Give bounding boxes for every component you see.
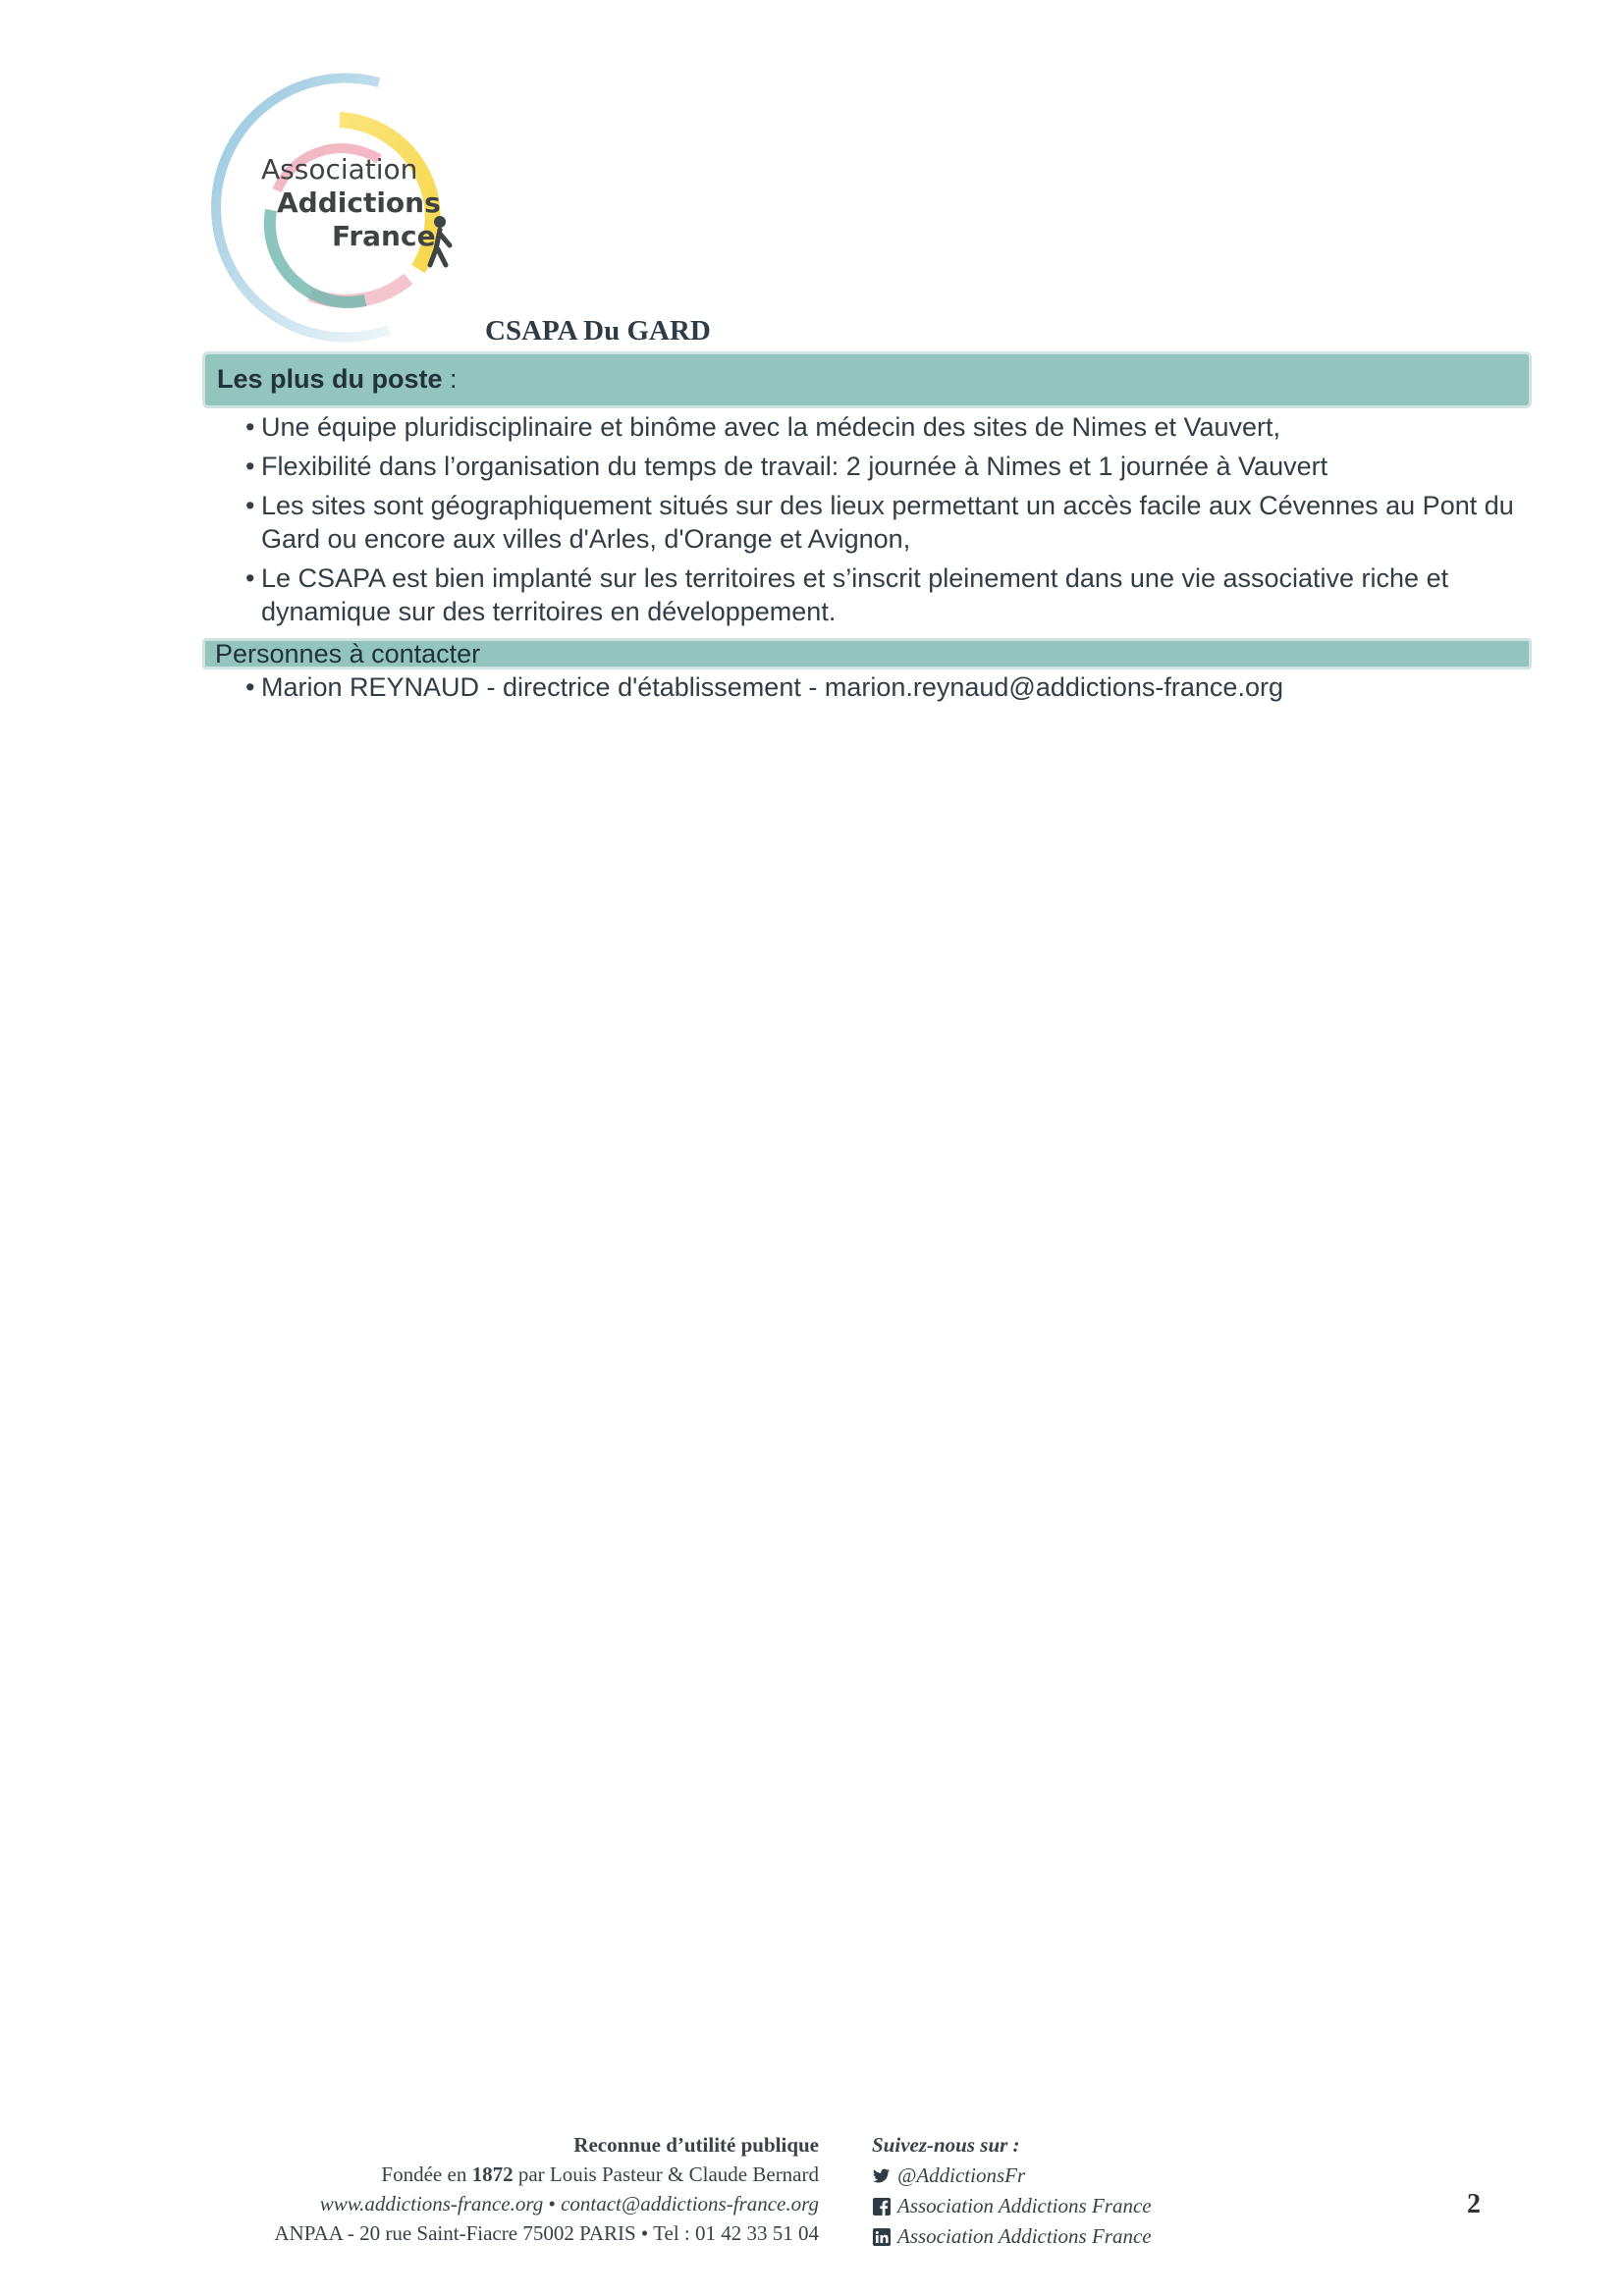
linkedin-link[interactable]: Association Addictions France [872, 2221, 1265, 2252]
section-title-suffix: : [442, 364, 458, 394]
twitter-icon [872, 2166, 892, 2186]
list-item: • Une équipe pluridisciplinaire et binôme avec la médecin des sites de Nimes et Vauvert, [245, 412, 1281, 442]
footer-recognition: Reconnue d’utilité publique [573, 2133, 819, 2157]
section-header-contact: Personnes à contacter [202, 638, 1532, 669]
list-item: • Le CSAPA est bien implanté sur les territoires et s’inscrit pleinement dans une vie associative riche et dynamique sur des territoires en développement. [245, 563, 1449, 626]
site-title: CSAPA Du GARD [485, 315, 711, 347]
logo-text-line2: Addictions [277, 187, 441, 219]
follow-title: Suivez-nous sur : [872, 2133, 1020, 2157]
footer-address: ANPAA - 20 rue Saint-Fiacre 75002 PARIS • Tel : 01 42 33 51 04 [274, 2221, 819, 2245]
page-number: 2 [1467, 2189, 1481, 2219]
email-link[interactable]: contact@addictions-france.org [561, 2192, 819, 2216]
footer-links: www.addictions-france.org • contact@addictions-france.org [319, 2192, 819, 2216]
footer-founded: Fondée en 1872 par Louis Pasteur & Claude Bernard [381, 2163, 819, 2186]
list-item: • Flexibilité dans l’organisation du temps de travail: 2 journée à Nimes et 1 journée à Vauvert [245, 452, 1328, 481]
plus-du-poste-list [245, 410, 1522, 634]
section-header-plus-du-poste [202, 351, 1532, 408]
contact-list [245, 670, 1522, 710]
linkedin-icon [872, 2227, 892, 2247]
logo-text-line3: France [332, 220, 436, 252]
facebook-link[interactable]: Association Addictions France [872, 2191, 1265, 2221]
website-link[interactable]: www.addictions-france.org [319, 2192, 544, 2216]
section-title-bold: Les plus du poste [217, 364, 443, 394]
twitter-link[interactable]: @AddictionsFr [872, 2161, 1265, 2191]
list-item: • Marion REYNAUD - directrice d'établissement - marion.reynaud@addictions-france.org [245, 672, 1283, 702]
footer-social [872, 2130, 1265, 2252]
logo-text-line1: Association [261, 153, 418, 186]
footer-info [132, 2130, 819, 2248]
facebook-icon [872, 2197, 892, 2216]
list-item: • Les sites sont géographiquement situés sur des lieux permettant un accès facile aux Cévennes au Pont du Gard ou encore aux villes d'Arles, d'Orange et Avignon, [245, 491, 1514, 554]
association-logo [192, 73, 487, 347]
